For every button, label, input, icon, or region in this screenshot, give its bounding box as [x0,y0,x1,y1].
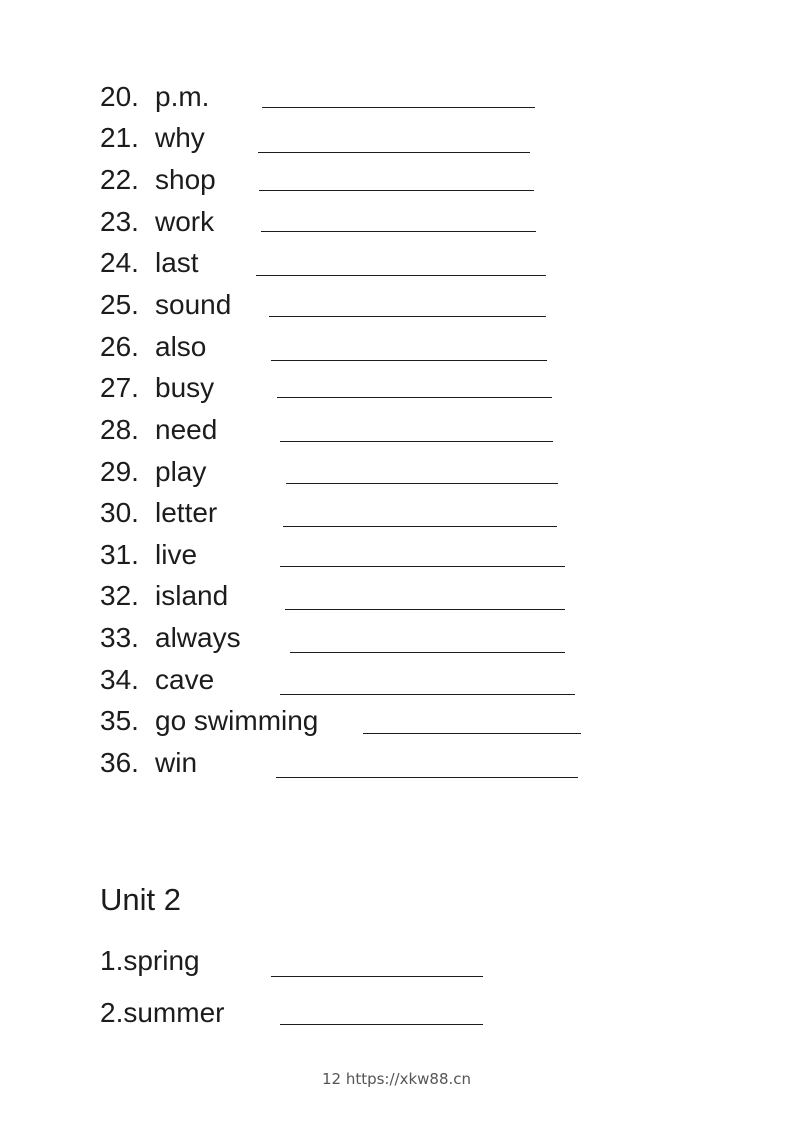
answer-blank[interactable] [290,652,565,653]
answer-blank[interactable] [262,107,535,108]
answer-blank[interactable] [276,777,578,778]
item-number: 25. [100,289,139,320]
item-word: p.m. [155,81,210,112]
item-word: letter [155,497,218,528]
item-word: live [155,539,198,570]
item-number: 30. [100,497,139,528]
item-number: 26. [100,331,139,362]
item-word: sound [155,289,232,320]
item-number: 20. [100,81,139,112]
item-word: need [155,414,218,445]
item-number: 28. [100,414,139,445]
item-word: also [155,331,207,362]
item-number: 21. [100,122,139,153]
answer-blank[interactable] [271,976,483,977]
unit-item [100,943,200,979]
item-number: 31. [100,539,139,570]
item-number: 29. [100,456,139,487]
item-word: summer [123,997,225,1028]
item-word: play [155,456,207,487]
item-word: last [155,247,199,278]
item-word: win [155,747,198,778]
item-number: 1. [100,945,124,976]
answer-blank[interactable] [256,275,546,276]
answer-blank[interactable] [259,190,534,191]
item-number: 27. [100,372,139,403]
answer-blank[interactable] [280,1024,483,1025]
item-number: 34. [100,664,139,695]
page-footer: 12 https://xkw88.cn [321,1070,472,1088]
answer-blank[interactable] [277,397,552,398]
item-number: 33. [100,622,139,653]
item-word: shop [155,164,216,195]
answer-blank[interactable] [258,152,530,153]
answer-blank[interactable] [286,483,558,484]
answer-blank[interactable] [261,231,536,232]
item-number: 36. [100,747,139,778]
item-word: island [155,580,229,611]
item-number: 22. [100,164,139,195]
item-number: 32. [100,580,139,611]
item-word: spring [123,945,200,976]
answer-blank[interactable] [285,609,565,610]
answer-blank[interactable] [283,526,557,527]
item-number: 2. [100,997,124,1028]
item-number: 35. [100,705,139,736]
item-word: always [155,622,241,653]
answer-blank[interactable] [269,316,546,317]
item-word: work [155,206,215,237]
answer-blank[interactable] [280,694,575,695]
item-number: 24. [100,247,139,278]
unit-2-heading: Unit 2 [100,882,181,917]
item-word: cave [155,664,215,695]
item-word: go swimming [155,705,319,736]
answer-blank[interactable] [363,733,581,734]
answer-blank[interactable] [280,441,553,442]
answer-blank[interactable] [280,566,565,567]
item-number: 23. [100,206,139,237]
item-word: busy [155,372,215,403]
item-word: why [155,122,205,153]
answer-blank[interactable] [271,360,547,361]
unit-item [100,995,224,1031]
